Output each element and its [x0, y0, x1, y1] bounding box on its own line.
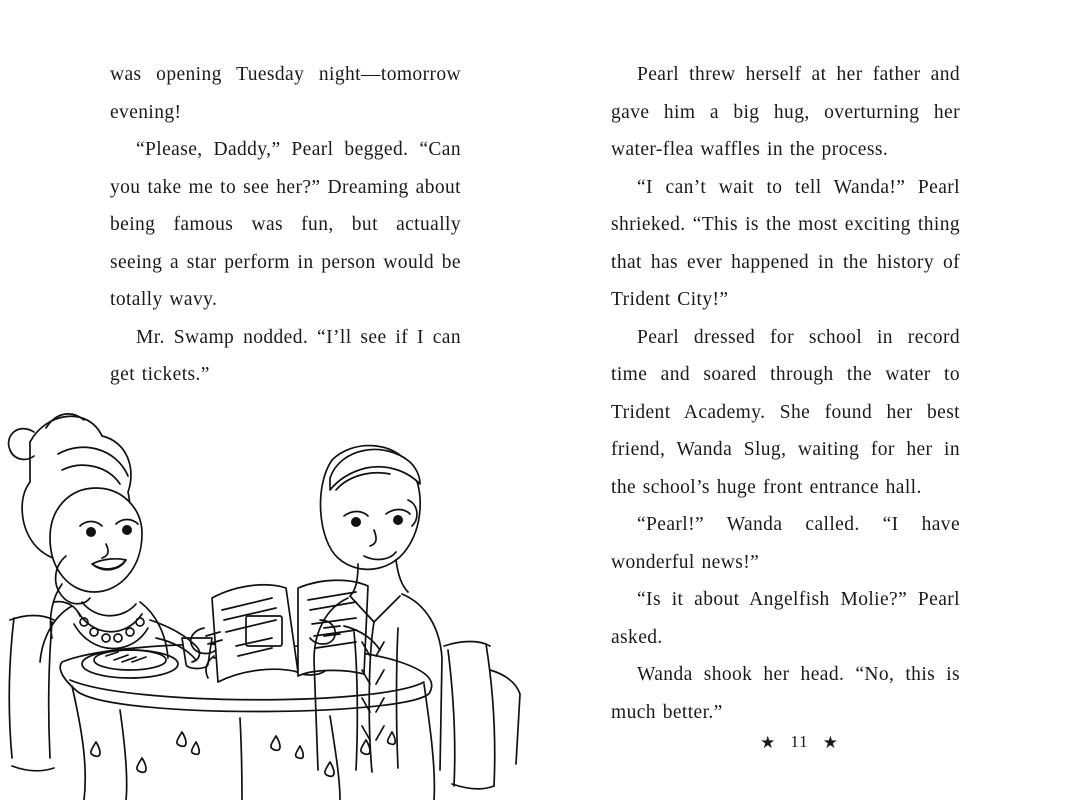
right-page [533, 0, 1066, 800]
paragraph: Mr. Swamp nodded. “I’ll see if I can get tickets.” [110, 326, 461, 385]
page-number: 11 [790, 732, 809, 751]
star-ornament-left-icon: ★ [760, 732, 777, 752]
paragraph: “Pearl!” Wanda called. “I have wonderful news!” [611, 514, 960, 573]
paragraph: Pearl dressed for school in record time and soared through the water to Trident Academy. She found her best friend, Wanda Slug, waiting for her in the school’s huge front entrance hall. [611, 326, 960, 498]
page-footer-folio [533, 732, 1066, 752]
paragraph: “Please, Daddy,” Pearl begged. “Can you take me to see her?” Dreaming about being famous was fun, but actually seeing a star perform in person would be totally wavy. [110, 139, 461, 310]
right-page-text [611, 56, 960, 731]
chapter-illustration [0, 370, 533, 800]
left-page-text [110, 56, 461, 394]
paragraph: Wanda shook her head. “No, this is much better.” [611, 664, 960, 723]
paragraph: “Is it about Angelfish Molie?” Pearl asked. [611, 589, 960, 648]
paragraph: was opening Tuesday night—tomorrow evening! [110, 64, 461, 123]
star-ornament-right-icon: ★ [822, 732, 839, 752]
paragraph: Pearl threw herself at her father and gave him a big hug, overturning her water-flea waffles in the process. [611, 64, 960, 160]
paragraph: “I can’t wait to tell Wanda!” Pearl shrieked. “This is the most exciting thing that has ever happened in the history of Trident City!” [611, 176, 960, 310]
